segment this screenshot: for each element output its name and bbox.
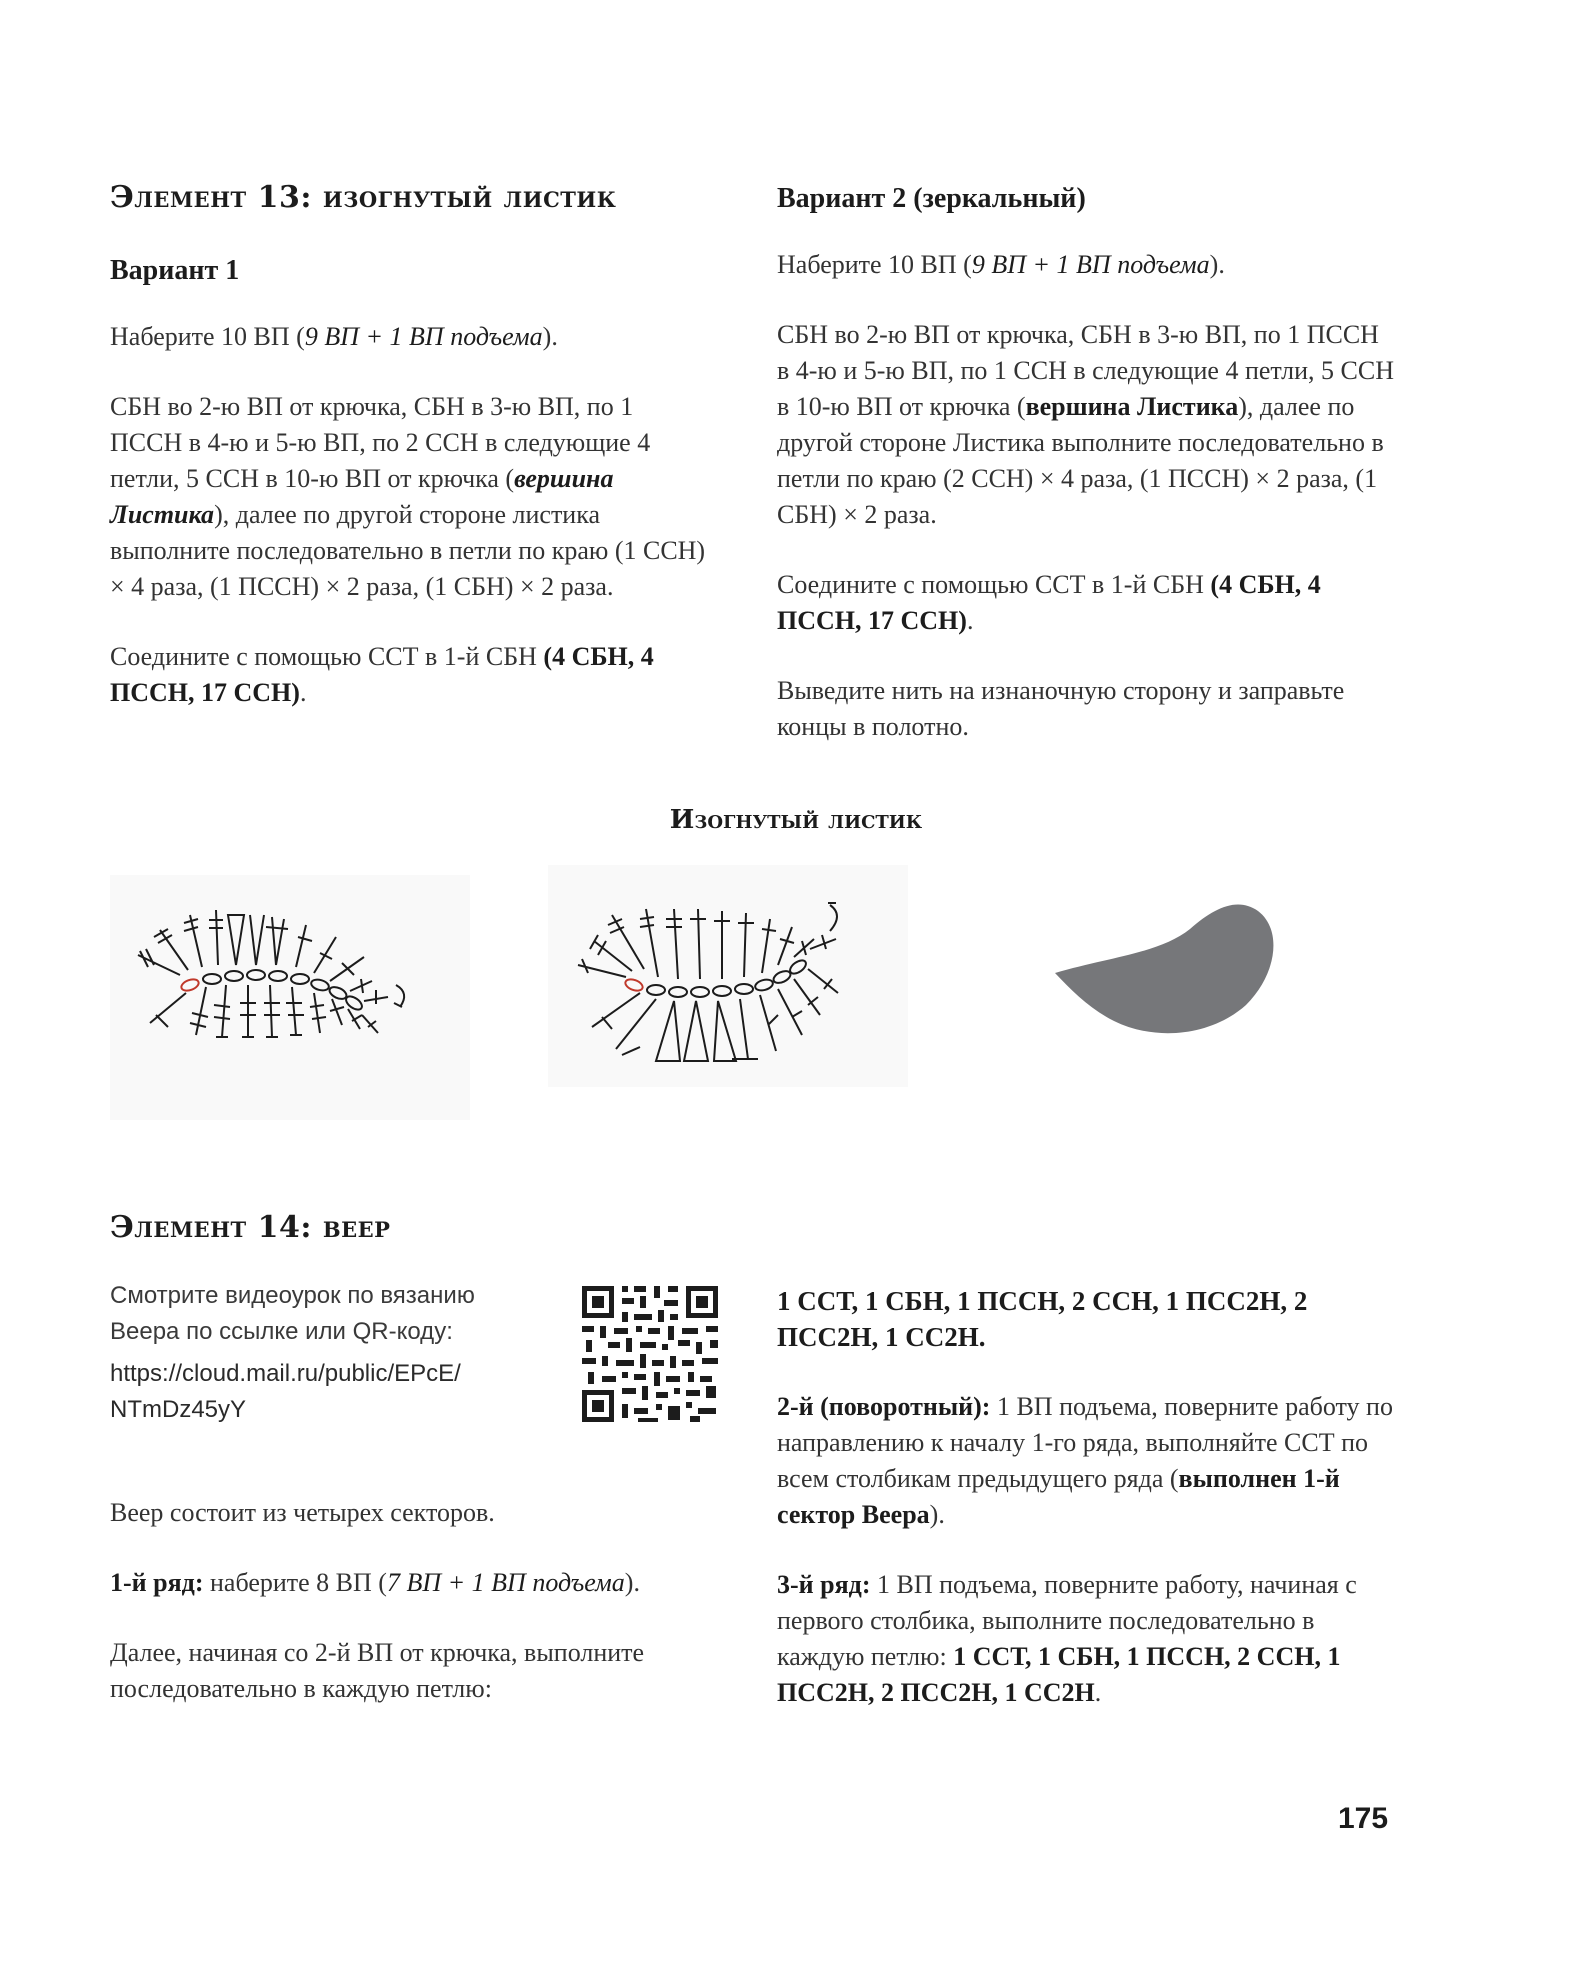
variant2-cast-on: Наберите 10 ВП (9 ВП + 1 ВП подъема). — [777, 250, 1225, 279]
variant1-cast-on: Наберите 10 ВП (9 ВП + 1 ВП подъема). — [110, 322, 558, 351]
element14-right — [777, 1283, 1397, 1711]
next-text: Далее, начиная со 2-й ВП от крючка, выполните последовательно в каждую петлю: — [110, 1638, 645, 1703]
variant1-title: Вариант 1 — [110, 255, 240, 286]
leaf-silhouette — [1050, 895, 1280, 1045]
variant2-title: Вариант 2 (зеркальный) — [777, 183, 1086, 214]
row3-text: 3-й ряд: 1 ВП подъема, поверните работу, начиная с первого столбика, выполните последовательно в каждую петлю: 1 ССТ, 1 СБН, 1 ПССН, 2 ССН, 1 ПСС2Н, 2 ПСС2Н, 1 СС2Н. — [777, 1570, 1357, 1707]
crochet-chart-variant2 — [548, 865, 908, 1087]
qr-code[interactable] — [578, 1282, 722, 1426]
element14-heading: Элемент 14: веер — [110, 1210, 391, 1245]
variant2-body: СБН во 2-ю ВП от крючка, СБН в 3-ю ВП, по 1 ПССН в 4-ю и 5-ю ВП, по 1 ССН в следующие 4 петли, 5 ССН в 10-ю ВП от крючка (вершина Листика), далее по другой стороне Листика выполните последовательно в петли по краю (2 ССН) × 4 раза, (1 ПССН) × 2 раза, (1 СБН) × 2 раза. — [777, 320, 1394, 529]
video-link[interactable] — [110, 1356, 510, 1428]
crochet-chart-variant1 — [110, 875, 470, 1120]
variant2-join: Соедините с помощью ССТ в 1-й СБН (4 СБН, 4 ПССН, 17 ССН). — [777, 570, 1321, 635]
figure-caption: Изогнутый листик — [669, 805, 923, 835]
page-number: 175 — [1338, 1802, 1389, 1835]
row2-text: 2-й (поворотный): 1 ВП подъема, поверните работу по направлению к началу 1-го ряда, выполняйте ССТ по всем столбикам предыдущего ряда (выполнен 1-й сектор Веера). — [777, 1392, 1393, 1529]
video-note — [110, 1278, 510, 1428]
sequence-text: 1 ССТ, 1 СБН, 1 ПССН, 2 ССН, 1 ПСС2Н, 2 ПСС2Н, 1 СС2Н. — [777, 1286, 1308, 1352]
crochet-chart-variant2-icon — [548, 865, 908, 1087]
element14-left — [110, 1495, 710, 1707]
leaf-silhouette-icon — [1050, 895, 1280, 1045]
element13-heading: Элемент 13: изогнутый листик — [110, 180, 617, 215]
row1-text: 1-й ряд: наберите 8 ВП (7 ВП + 1 ВП подъема). — [110, 1568, 640, 1597]
video-link-line1[interactable]: https://cloud.mail.ru/public/EPcE/ — [110, 1360, 461, 1387]
video-text: Смотрите видеоурок по вязанию Веера по ссылке или QR-коду: — [110, 1282, 475, 1345]
variant1-body: СБН во 2-ю ВП от крючка, СБН в 3-ю ВП, по 1 ПССН в 4-ю и 5-ю ВП, по 2 ССН в следующие 4 петли, 5 ССН в 10-ю ВП от крючка (вершина Листика), далее по другой стороне листика выполните последовательно в петли по краю (1 ССН) × 4 раза, (1 ПССН) × 2 раза, (1 СБН) × 2 раза. — [110, 392, 706, 601]
sectors-text: Веер состоит из четырех секторов. — [110, 1498, 495, 1527]
variant2-finish: Выведите нить на изнаночную сторону и заправьте концы в полотно. — [777, 676, 1345, 741]
variant1-block — [110, 255, 710, 711]
crochet-chart-variant1-icon — [110, 875, 470, 1120]
video-link-line2[interactable]: NTmDz45yY — [110, 1396, 247, 1423]
variant1-join: Соедините с помощью ССТ в 1-й СБН (4 СБН, 4 ПССН, 17 ССН). — [110, 642, 654, 707]
variant2-block — [777, 183, 1397, 745]
qr-code-icon — [578, 1282, 722, 1426]
